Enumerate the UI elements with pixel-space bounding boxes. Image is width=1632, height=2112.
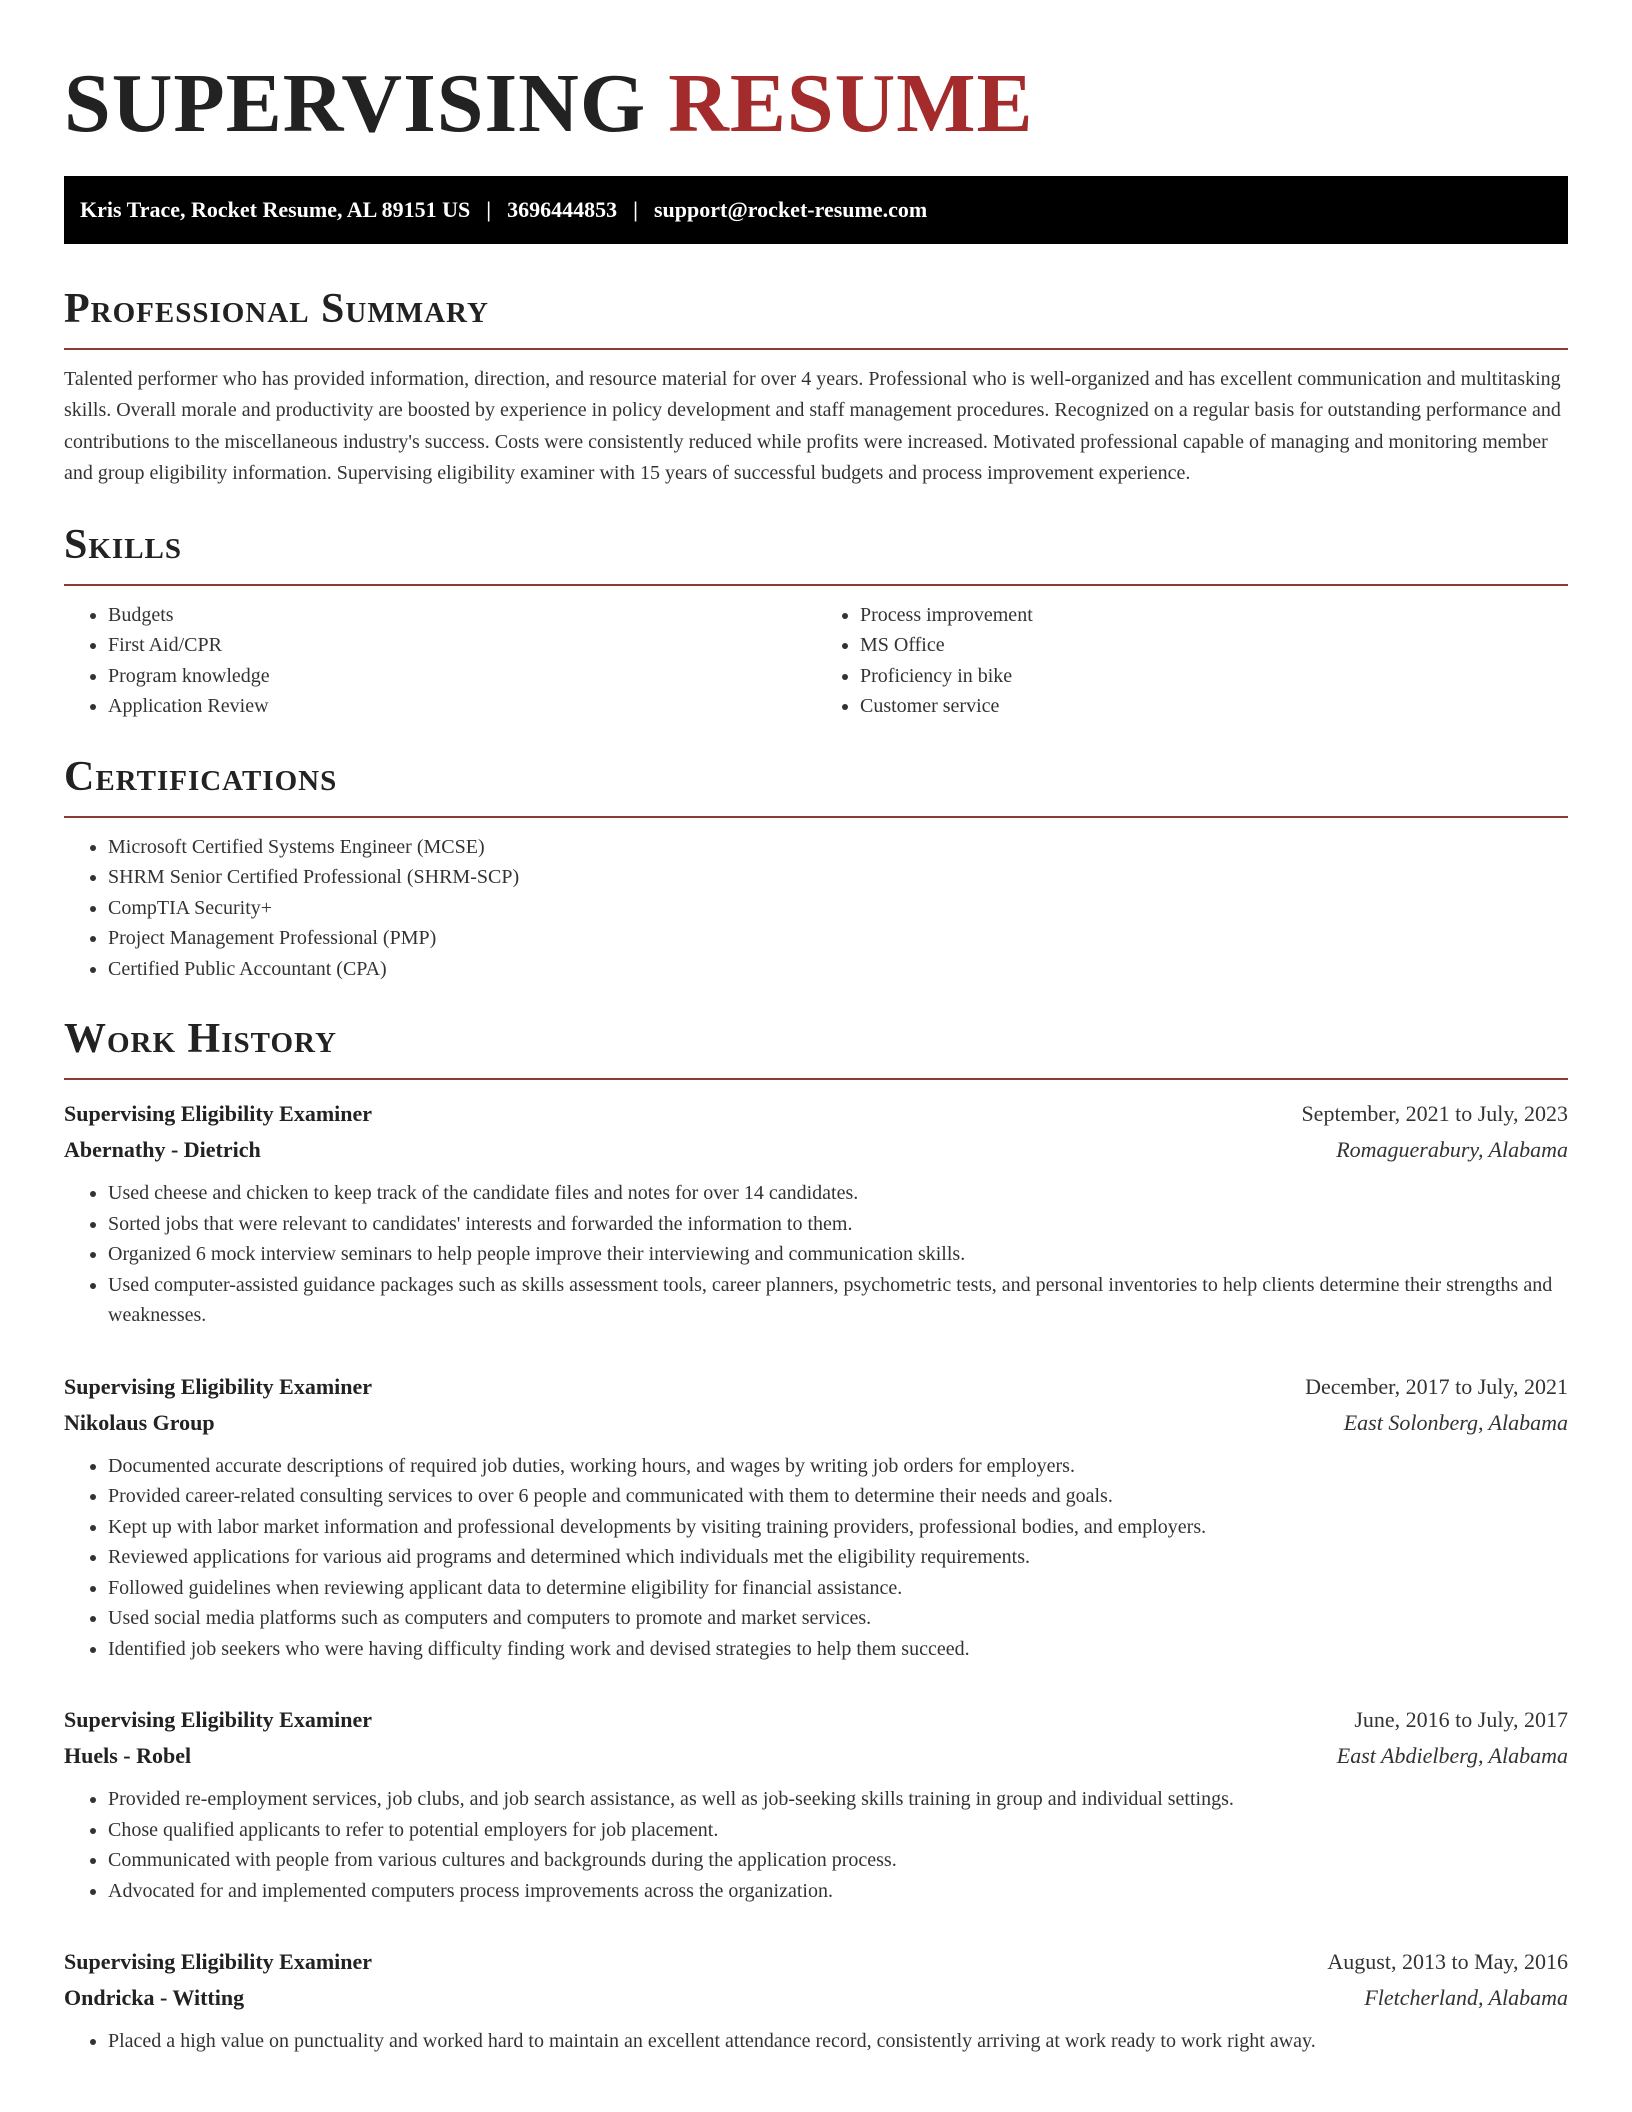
job-company-row bbox=[64, 1738, 1568, 1774]
job-company-row bbox=[64, 1132, 1568, 1168]
job-header-row bbox=[64, 1702, 1568, 1738]
section-divider bbox=[64, 348, 1568, 350]
job-company-row bbox=[64, 1405, 1568, 1441]
contact-separator: | bbox=[633, 197, 638, 222]
job-duty: • Advocated for and implemented computers process improvements across the organization. bbox=[108, 1876, 1568, 1907]
job-duty: • Used cheese and chicken to keep track of the candidate files and notes for over 14 candidates. bbox=[108, 1178, 1568, 1209]
skills-list-left bbox=[64, 600, 816, 722]
section-title: Work History bbox=[64, 1016, 337, 1063]
contact-bar bbox=[64, 176, 1568, 244]
job-location: Romaguerabury, Alabama bbox=[1336, 1137, 1568, 1163]
skill-item: • Budgets bbox=[108, 600, 816, 631]
job-duty: • Identified job seekers who were having difficulty finding work and devised strategies to help them succeed. bbox=[108, 1634, 1568, 1665]
job-location: Fletcherland, Alabama bbox=[1364, 1985, 1568, 2011]
certification-item: • Certified Public Accountant (CPA) bbox=[108, 954, 1568, 985]
skill-item: • Application Review bbox=[108, 691, 816, 722]
summary-text: Talented performer who has provided information, direction, and resource material for over 4 years. Professional who is well-organized and has excellent communication and multitasking skills. Overall morale and productivity are boosted by experience in policy development and staff management procedures. Recognized on a regular basis for outstanding performance and contributions to the miscellaneous industry's success. Costs were consistently reduced while profits were increased. Motivated professional capable of managing and monitoring member and group eligibility information. Supervising eligibility examiner with 15 years of successful budgets and process improvement experience. bbox=[64, 368, 1561, 485]
section-title: Skills bbox=[64, 521, 183, 568]
professional-summary-section bbox=[64, 284, 1568, 490]
job-duty: • Followed guidelines when reviewing applicant data to determine eligibility for financial assistance. bbox=[108, 1573, 1568, 1604]
contact-email: support@rocket-resume.com bbox=[653, 197, 928, 222]
job-dates: August, 2013 to May, 2016 bbox=[1327, 1949, 1568, 1975]
certification-item: • Microsoft Certified Systems Engineer (MCSE) bbox=[108, 832, 1568, 863]
certifications-section bbox=[64, 752, 1568, 985]
job-duty: • Chose qualified applicants to refer to potential employers for job placement. bbox=[108, 1815, 1568, 1846]
job-company: Nikolaus Group bbox=[64, 1409, 215, 1435]
skill-item: • First Aid/CPR bbox=[108, 630, 816, 661]
job-location: East Abdielberg, Alabama bbox=[1336, 1743, 1568, 1769]
job-header-row bbox=[64, 1369, 1568, 1405]
job-duties-list bbox=[64, 1178, 1568, 1331]
job-duty: • Organized 6 mock interview seminars to help people improve their interviewing and communication skills. bbox=[108, 1239, 1568, 1270]
job-header-row bbox=[64, 1944, 1568, 1980]
job-dates: September, 2021 to July, 2023 bbox=[1301, 1101, 1568, 1127]
certifications-list bbox=[64, 832, 1568, 985]
job-dates: December, 2017 to July, 2021 bbox=[1305, 1373, 1568, 1399]
job-entry bbox=[64, 1096, 1568, 1331]
job-duty: • Reviewed applications for various aid programs and determined which individuals met the eligibility requirements. bbox=[108, 1542, 1568, 1573]
job-duty: • Documented accurate descriptions of required job duties, working hours, and wages by writing job orders for employers. bbox=[108, 1451, 1568, 1482]
job-entry bbox=[64, 1702, 1568, 1906]
job-duties-list bbox=[64, 1451, 1568, 1665]
skill-item: • Process improvement bbox=[860, 600, 1568, 631]
job-dates: June, 2016 to July, 2017 bbox=[1354, 1707, 1568, 1733]
job-company: Huels - Robel bbox=[64, 1743, 192, 1769]
resume-title bbox=[64, 54, 1568, 154]
job-company: Abernathy - Dietrich bbox=[64, 1137, 261, 1163]
skill-item: • Program knowledge bbox=[108, 661, 816, 692]
certification-item: • Project Management Professional (PMP) bbox=[108, 923, 1568, 954]
work-history-section bbox=[64, 1014, 1568, 2057]
certification-item: • CompTIA Security+ bbox=[108, 893, 1568, 924]
section-divider bbox=[64, 816, 1568, 818]
job-duty: • Kept up with labor market information and professional developments by visiting training providers, professional bodies, and employers. bbox=[108, 1512, 1568, 1543]
contact-separator: | bbox=[486, 197, 492, 222]
job-duty: • Provided re-employment services, job clubs, and job search assistance, as well as job-seeking skills training in group and individual settings. bbox=[108, 1784, 1568, 1815]
job-company-row bbox=[64, 1980, 1568, 2016]
job-entry bbox=[64, 1369, 1568, 1665]
job-duty: • Communicated with people from various cultures and backgrounds during the application process. bbox=[108, 1845, 1568, 1876]
skills-grid bbox=[64, 586, 1568, 722]
contact-address: Kris Trace, Rocket Resume, AL 89151 US bbox=[80, 197, 471, 222]
job-duty: • Used computer-assisted guidance packages such as skills assessment tools, career planners, psychometric tests, and personal inventories to help clients determine their strengths and weaknesses. bbox=[108, 1270, 1568, 1331]
skill-item: • Customer service bbox=[860, 691, 1568, 722]
job-title: Supervising Eligibility Examiner bbox=[64, 1373, 373, 1399]
job-duty: • Placed a high value on punctuality and worked hard to maintain an excellent attendance record, consistently arriving at work ready to work right away. bbox=[108, 2026, 1568, 2057]
job-duties-list bbox=[64, 1784, 1568, 1906]
job-duty: • Used social media platforms such as computers and computers to promote and market services. bbox=[108, 1603, 1568, 1634]
title-accent: RESUME bbox=[668, 57, 1034, 150]
job-duty: • Sorted jobs that were relevant to candidates' interests and forwarded the information to them. bbox=[108, 1209, 1568, 1240]
skill-item: • Proficiency in bike bbox=[860, 661, 1568, 692]
skill-item: • MS Office bbox=[860, 630, 1568, 661]
job-title: Supervising Eligibility Examiner bbox=[64, 1707, 373, 1733]
job-header-row bbox=[64, 1096, 1568, 1132]
contact-phone: 3696444853 bbox=[507, 197, 618, 222]
job-entry bbox=[64, 1944, 1568, 2057]
job-company: Ondricka - Witting bbox=[64, 1985, 245, 2011]
section-title: Professional Summary bbox=[64, 286, 489, 332]
section-title: Certifications bbox=[64, 753, 338, 800]
job-duty: • Provided career-related consulting services to over 6 people and communicated with them to determine their needs and goals. bbox=[108, 1481, 1568, 1512]
skills-section bbox=[64, 520, 1568, 722]
section-divider bbox=[64, 1078, 1568, 1080]
job-title: Supervising Eligibility Examiner bbox=[64, 1949, 373, 1975]
job-title: Supervising Eligibility Examiner bbox=[64, 1101, 373, 1127]
job-duties-list bbox=[64, 2026, 1568, 2057]
skills-list-right bbox=[816, 600, 1568, 722]
title-main: SUPERVISING bbox=[64, 57, 647, 150]
job-location: East Solonberg, Alabama bbox=[1343, 1409, 1568, 1435]
certification-item: • SHRM Senior Certified Professional (SHRM-SCP) bbox=[108, 862, 1568, 893]
